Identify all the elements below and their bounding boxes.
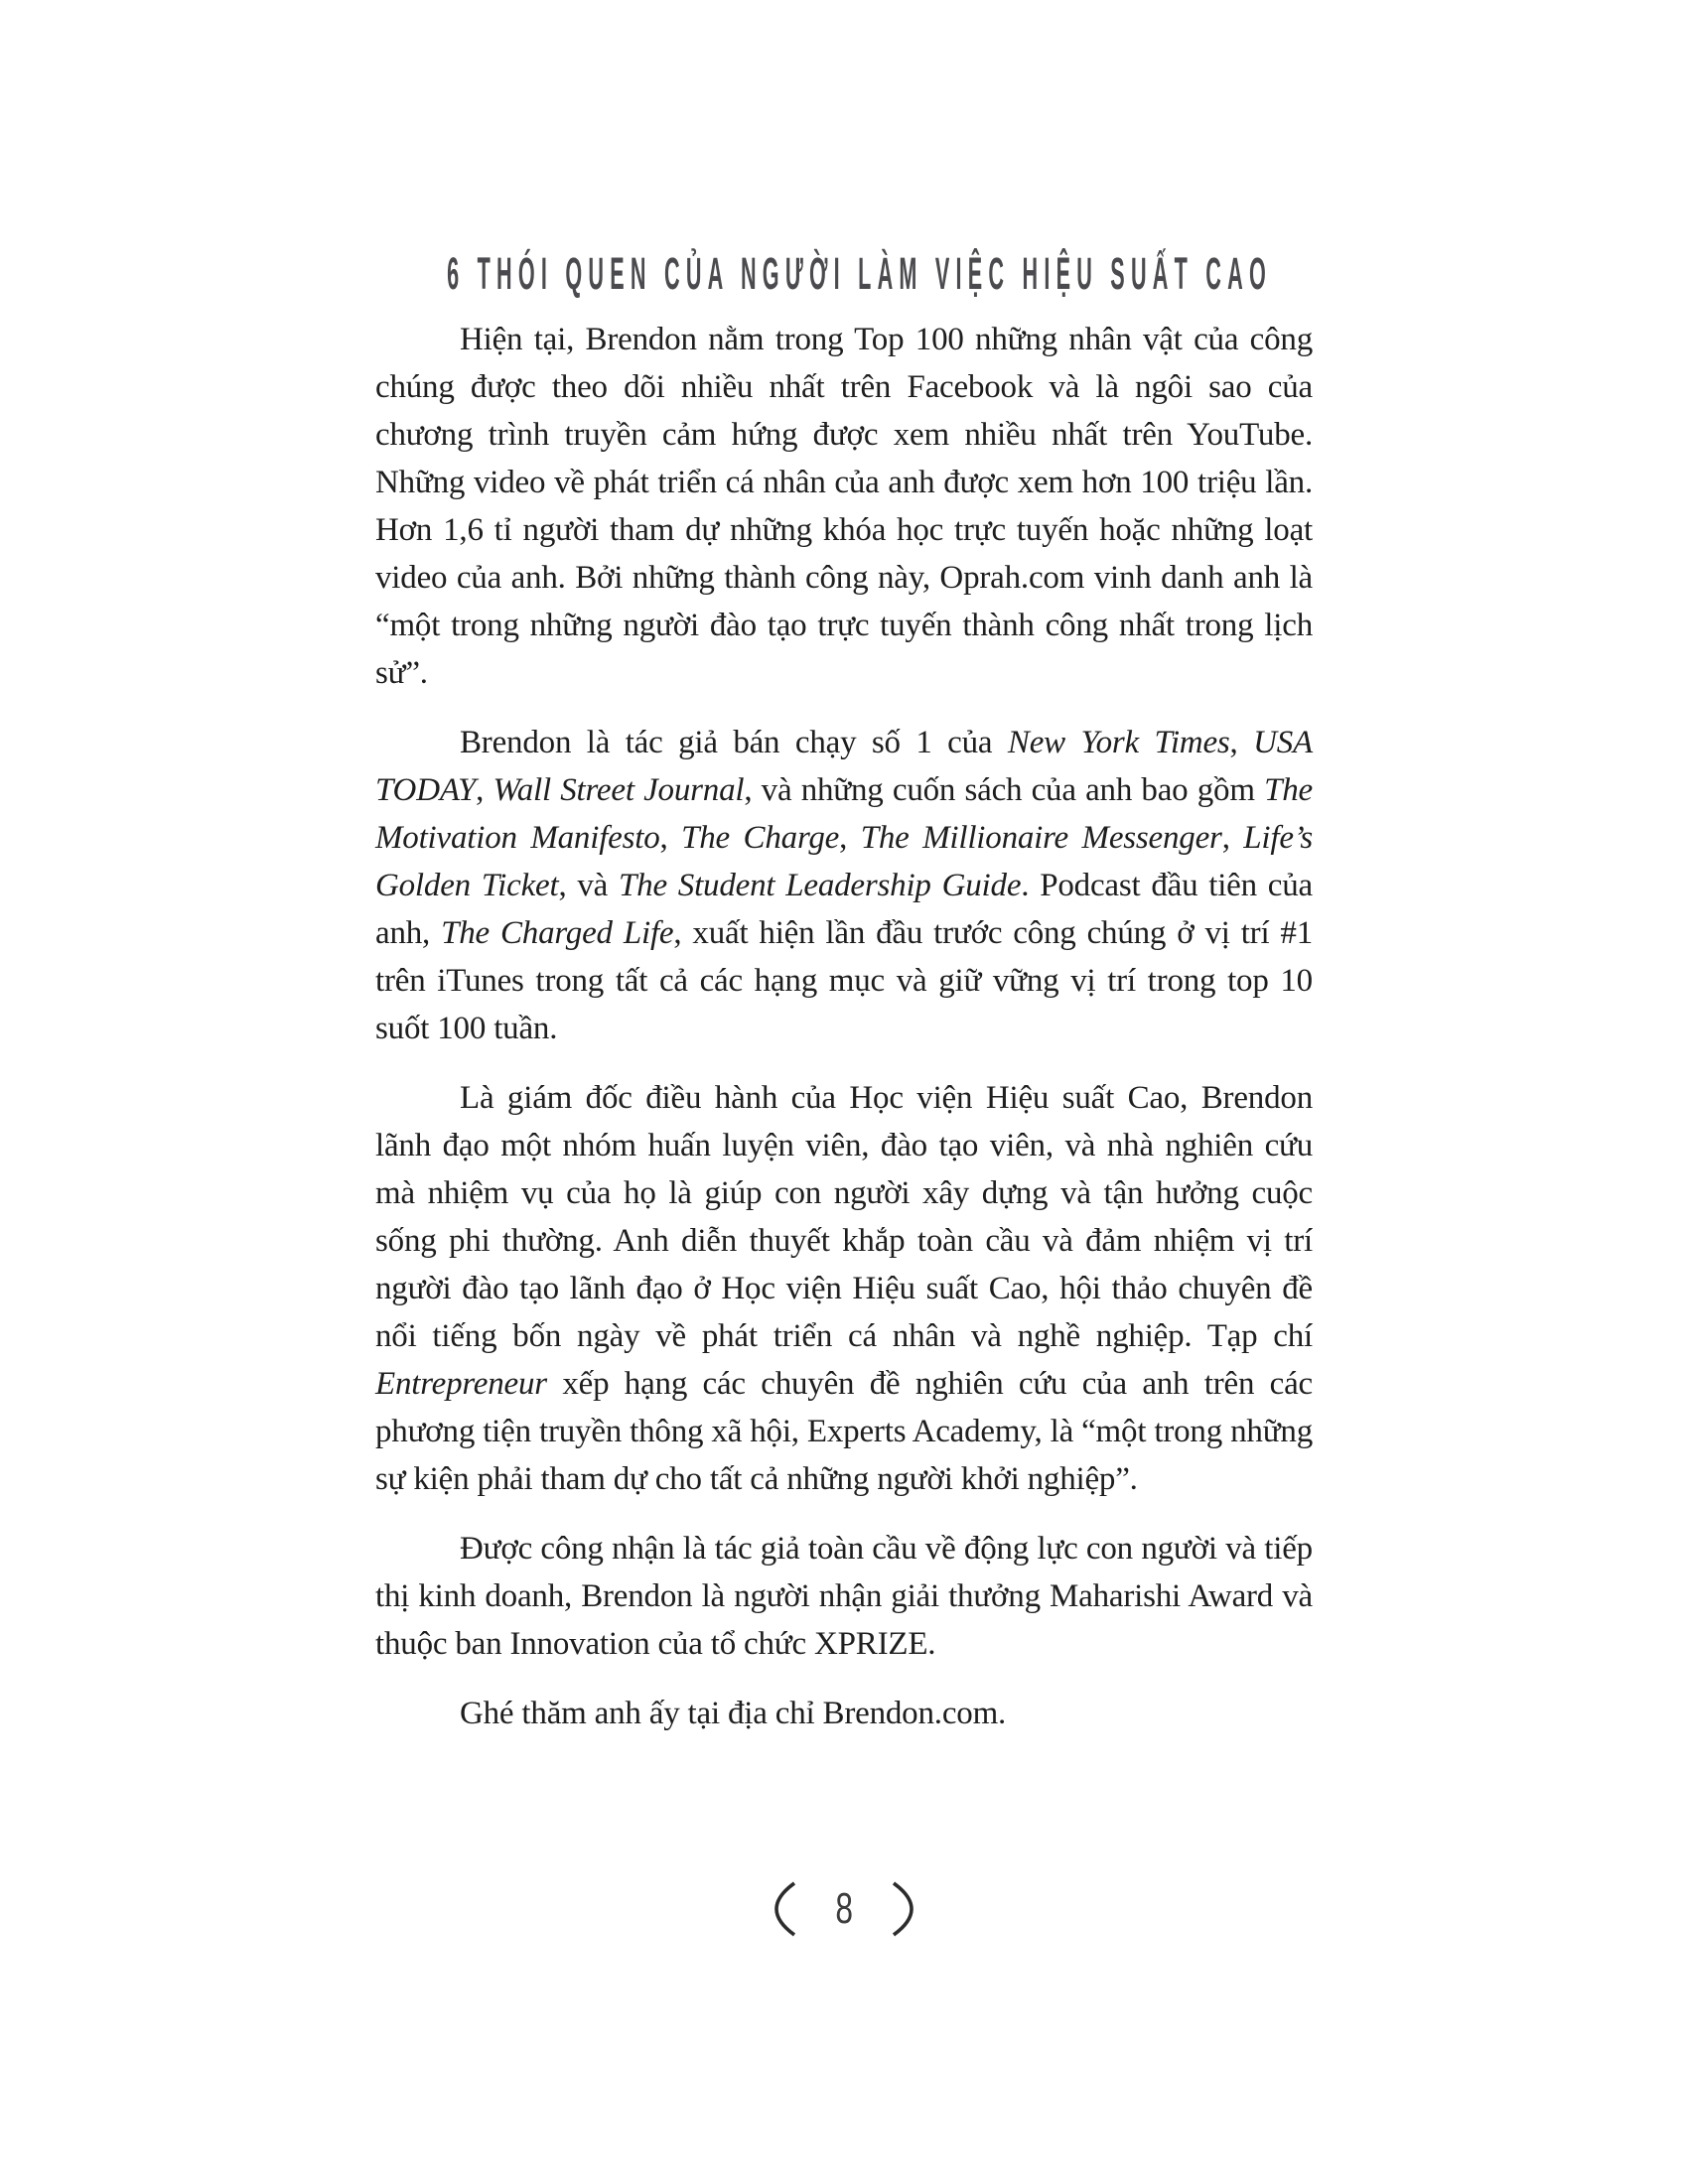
italic-text-run: The Motivation Manifesto xyxy=(375,772,1313,856)
running-header xyxy=(0,248,1688,300)
paragraph xyxy=(375,1690,1313,1737)
text-run: , và xyxy=(558,868,619,903)
paragraph xyxy=(375,1525,1313,1668)
text-run: , xyxy=(839,820,861,856)
page-footer xyxy=(0,1880,1688,1938)
text-run: , xyxy=(1229,725,1254,760)
text-run: , xyxy=(476,772,493,808)
text-run: . Podcast đầu tiên của anh, xyxy=(375,868,1314,951)
italic-text-run: The Student Leadership Guide xyxy=(619,868,1022,903)
italic-text-run: The Charged Life xyxy=(441,915,674,951)
left-arc-icon xyxy=(757,1880,798,1938)
italic-text-run: USA TODAY xyxy=(375,725,1313,808)
page-number: 8 xyxy=(835,1884,853,1933)
text-run: Ghé thăm anh ấy tại địa chỉ Brendon.com. xyxy=(460,1696,1007,1731)
text-run: , xyxy=(1221,820,1244,856)
paragraph xyxy=(375,1074,1313,1503)
italic-text-run: The Millionaire Messenger xyxy=(860,820,1222,856)
italic-text-run: Entrepreneur xyxy=(375,1366,547,1402)
text-run: , và những cuốn sách của anh bao gồm xyxy=(744,772,1265,808)
text-run: , xuất hiện lần đầu trước công chúng ở vị trí #1 trên iTunes trong tất cả các hạng mục và giữ vững vị trí trong top 10 suốt 100 tuần. xyxy=(375,915,1313,1046)
italic-text-run: Life’s Golden Ticket xyxy=(375,820,1313,903)
paragraph xyxy=(375,316,1313,697)
text-run: Được công nhận là tác giả toàn cầu về động lực con người và tiếp thị kinh doanh, Brendon là người nhận giải thưởng Maharishi Award và thuộc ban Innovation của tổ chức XPRIZE. xyxy=(375,1531,1313,1662)
text-run: Brendon là tác giả bán chạy số 1 của xyxy=(460,725,1008,760)
text-run: , xyxy=(659,820,682,856)
italic-text-run: New York Times xyxy=(1007,725,1230,760)
text-run: Là giám đốc điều hành của Học viện Hiệu suất Cao, Brendon lãnh đạo một nhóm huấn luyện viên, đào tạo viên, và nhà nghiên cứu mà nhiệm vụ của họ là giúp con người xây dựng và tận hưởng cuộc sống phi thường. Anh diễn thuyết khắp toàn cầu và đảm nhiệm vị trí người đào tạo lãnh đạo ở Học viện Hiệu suất Cao, hội thảo chuyên đề nổi tiếng bốn ngày về phát triển cá nhân và nghề nghiệp. Tạp chí xyxy=(375,1080,1313,1354)
right-arc-icon xyxy=(890,1880,931,1938)
paragraph xyxy=(375,719,1313,1052)
text-run: xếp hạng các chuyên đề nghiên cứu của anh trên các phương tiện truyền thông xã hội, Experts Academy, là “một trong những sự kiện phải tham dự cho tất cả những người khởi nghiệp”. xyxy=(375,1366,1313,1497)
text-run: Hiện tại, Brendon nằm trong Top 100 những nhân vật của công chúng được theo dõi nhiều nhất trên Facebook và là ngôi sao của chương trình truyền cảm hứng được xem nhiều nhất trên YouTube. Những video về phát triển cá nhân của anh được xem hơn 100 triệu lần. Hơn 1,6 tỉ người tham dự những khóa học trực tuyến hoặc những loạt video của anh. Bởi những thành công này, Oprah.com vinh danh anh là “một trong những người đào tạo trực tuyến thành công nhất trong lịch sử”. xyxy=(375,322,1313,691)
text-block xyxy=(375,316,1313,1759)
italic-text-run: The Charge xyxy=(681,820,840,856)
italic-text-run: Wall Street Journal xyxy=(492,772,745,808)
running-header-text: 6 THÓI QUEN CỦA NGƯỜI LÀM VIỆC HIỆU SUẤT CAO xyxy=(447,248,1273,299)
